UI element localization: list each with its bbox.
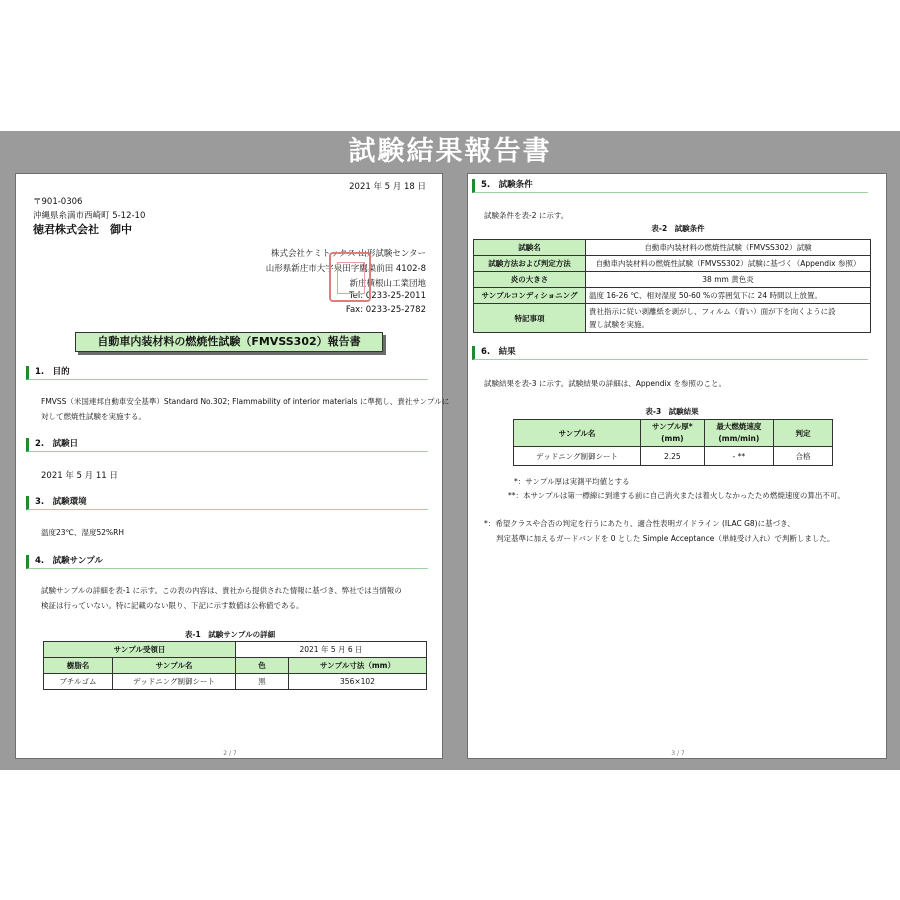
sender-tel: Tel: 0233-25-2011 [348, 291, 426, 301]
table2-value: 自動車内装材料の燃焼性試験（FMVSS302）試験に基づく（Appendix 参照） [586, 256, 871, 272]
table2-value: 温度 16-26 ℃、相対湿度 50-60 %の雰囲気下に 24 時間以上放置。 [586, 288, 871, 304]
table1-cell-sample-name: デッドニング制御シート [113, 674, 236, 690]
report-date: 2021 年 5 月 18 日 [349, 182, 426, 192]
table1-header-color: 色 [236, 658, 289, 674]
section-heading-purpose: 1. 目的 [26, 366, 428, 380]
test-date-text: 2021 年 5 月 11 日 [41, 471, 118, 481]
table3-cell-thickness: 2.25 [641, 447, 705, 466]
sender-company: 株式会社ケミトックス 山形試験センター [270, 249, 426, 259]
table-row [474, 240, 871, 256]
results-text: 試験結果を表-3 に示す。試験結果の詳細は、Appendix を参照のこと。 [484, 379, 726, 388]
sample-text-line2: 検証は行っていない。特に記載のない限り、下記に示す数値は公称値である。 [41, 601, 304, 610]
table3-header-burn-rate [704, 420, 773, 447]
table-row [474, 288, 871, 304]
table2-label: サンプルコンディショニング [474, 288, 586, 304]
table2-label: 特記事項 [474, 304, 586, 333]
banner-title: 試験結果報告書 [348, 136, 552, 167]
section-heading-results: 6. 結果 [472, 346, 868, 360]
section-heading-environment: 3. 試験環境 [26, 496, 428, 510]
report-page-3 [467, 173, 887, 759]
table-row [514, 447, 833, 466]
table2-caption: 表-2 試験条件 [651, 224, 705, 233]
table-row [474, 304, 871, 333]
section-heading-conditions: 5. 試験条件 [472, 179, 868, 193]
receipt-date-value: 2021 年 5 月 6 日 [236, 642, 427, 658]
page-number: 3 / 7 [671, 750, 685, 757]
test-results-table [513, 419, 833, 466]
table3-cell-sample-name: デッドニング制御シート [514, 447, 641, 466]
table2-label: 試験名 [474, 240, 586, 256]
receipt-date-label: サンプル受領日 [44, 642, 236, 658]
test-conditions-table [473, 239, 871, 333]
section-heading-test-date: 2. 試験日 [26, 438, 428, 452]
table2-label: 炎の大きさ [474, 272, 586, 288]
table1-header-dimensions: サンプル寸法（mm） [289, 658, 427, 674]
table3-header-thickness [641, 420, 705, 447]
table3-header-burn-rate-label: 最大燃焼速度 [716, 422, 762, 431]
environment-text: 温度23℃、湿度52%RH [41, 528, 124, 537]
purpose-text-line2: 対して燃焼性試験を実施する。 [41, 412, 146, 421]
table2-value: 自動車内装材料の燃焼性試験（FMVSS302）試験 [586, 240, 871, 256]
remark-line1: *：希望クラスや合否の判定を行うにあたり、適合性表明ガイドライン (ILAC G8)に基づき、 [484, 519, 795, 528]
note-burn-rate: **：本サンプルは第一標線に到達する前に自己消火または着火しなかったため燃焼速度の算出不可。 [508, 491, 845, 500]
table1-header-resin: 樹脂名 [44, 658, 113, 674]
table3-header-judgement: 判定 [774, 420, 833, 447]
table3-header-thickness-label: サンプル厚* [651, 422, 693, 431]
table2-value-line2: 置し試験を実施。 [589, 320, 649, 329]
table2-value [586, 304, 871, 333]
sample-text-line1: 試験サンプルの詳細を表-1 に示す。この表の内容は、貴社から提供された情報に基づき、弊社では当情報の [41, 586, 402, 595]
table3-header-burn-rate-unit: (mm/min) [718, 434, 760, 443]
sender-address-2: 新庄横根山工業団地 [349, 279, 426, 289]
conditions-text: 試験条件を表-2 に示す。 [484, 211, 569, 220]
postal-code: 〒901-0306 [33, 197, 83, 207]
table-row [44, 674, 427, 690]
table2-label: 試験方法および判定方法 [474, 256, 586, 272]
table3-cell-judgement: 合格 [774, 447, 833, 466]
sample-details-table [43, 641, 427, 690]
report-title: 自動車内装材料の燃焼性試験（FMVSS302）報告書 [75, 332, 383, 352]
report-page-2 [15, 173, 450, 759]
table1-header-sample-name: サンプル名 [113, 658, 236, 674]
table-row [474, 272, 871, 288]
note-thickness: *：サンプル厚は実測平均値とする [514, 477, 630, 486]
remark-line2: 判定基準に加えるガードバンドを 0 とした Simple Acceptance（単純受け入れ）で判断しました。 [496, 534, 835, 543]
table2-value-line1: 貴社指示に従い剥離紙を剥がし、フィルム（青い）面が下を向くように設 [589, 307, 836, 316]
company-seal-stamp [329, 252, 371, 302]
section-heading-sample: 4. 試験サンプル [26, 555, 428, 569]
table3-caption: 表-3 試験結果 [645, 407, 699, 416]
table1-cell-resin: ブチルゴム [44, 674, 113, 690]
table1-caption: 表-1 試験サンプルの詳細 [184, 630, 276, 639]
table-row [474, 256, 871, 272]
table3-header-thickness-unit: (mm) [661, 434, 684, 443]
table1-cell-dimensions: 356×102 [289, 674, 427, 690]
page-number: 2 / 7 [223, 750, 237, 757]
sender-fax: Fax: 0233-25-2782 [345, 305, 426, 315]
table1-cell-color: 黒 [236, 674, 289, 690]
table3-header-sample-name: サンプル名 [514, 420, 641, 447]
recipient-name: 徳君株式会社 御中 [33, 223, 132, 236]
table3-cell-burn-rate: - ** [704, 447, 773, 466]
purpose-text-line1: FMVSS（米国連邦自動車安全基準）Standard No.302; Flammability of interior materials に準拠し、貴社サンプルに [41, 397, 450, 406]
sender-address-1: 山形県新庄市大字泉田字鷹巣前田 4102-8 [265, 264, 426, 274]
recipient-address: 沖縄県糸満市西崎町 5-12-10 [33, 211, 146, 221]
table2-value: 38 mm 黄色炎 [586, 272, 871, 288]
